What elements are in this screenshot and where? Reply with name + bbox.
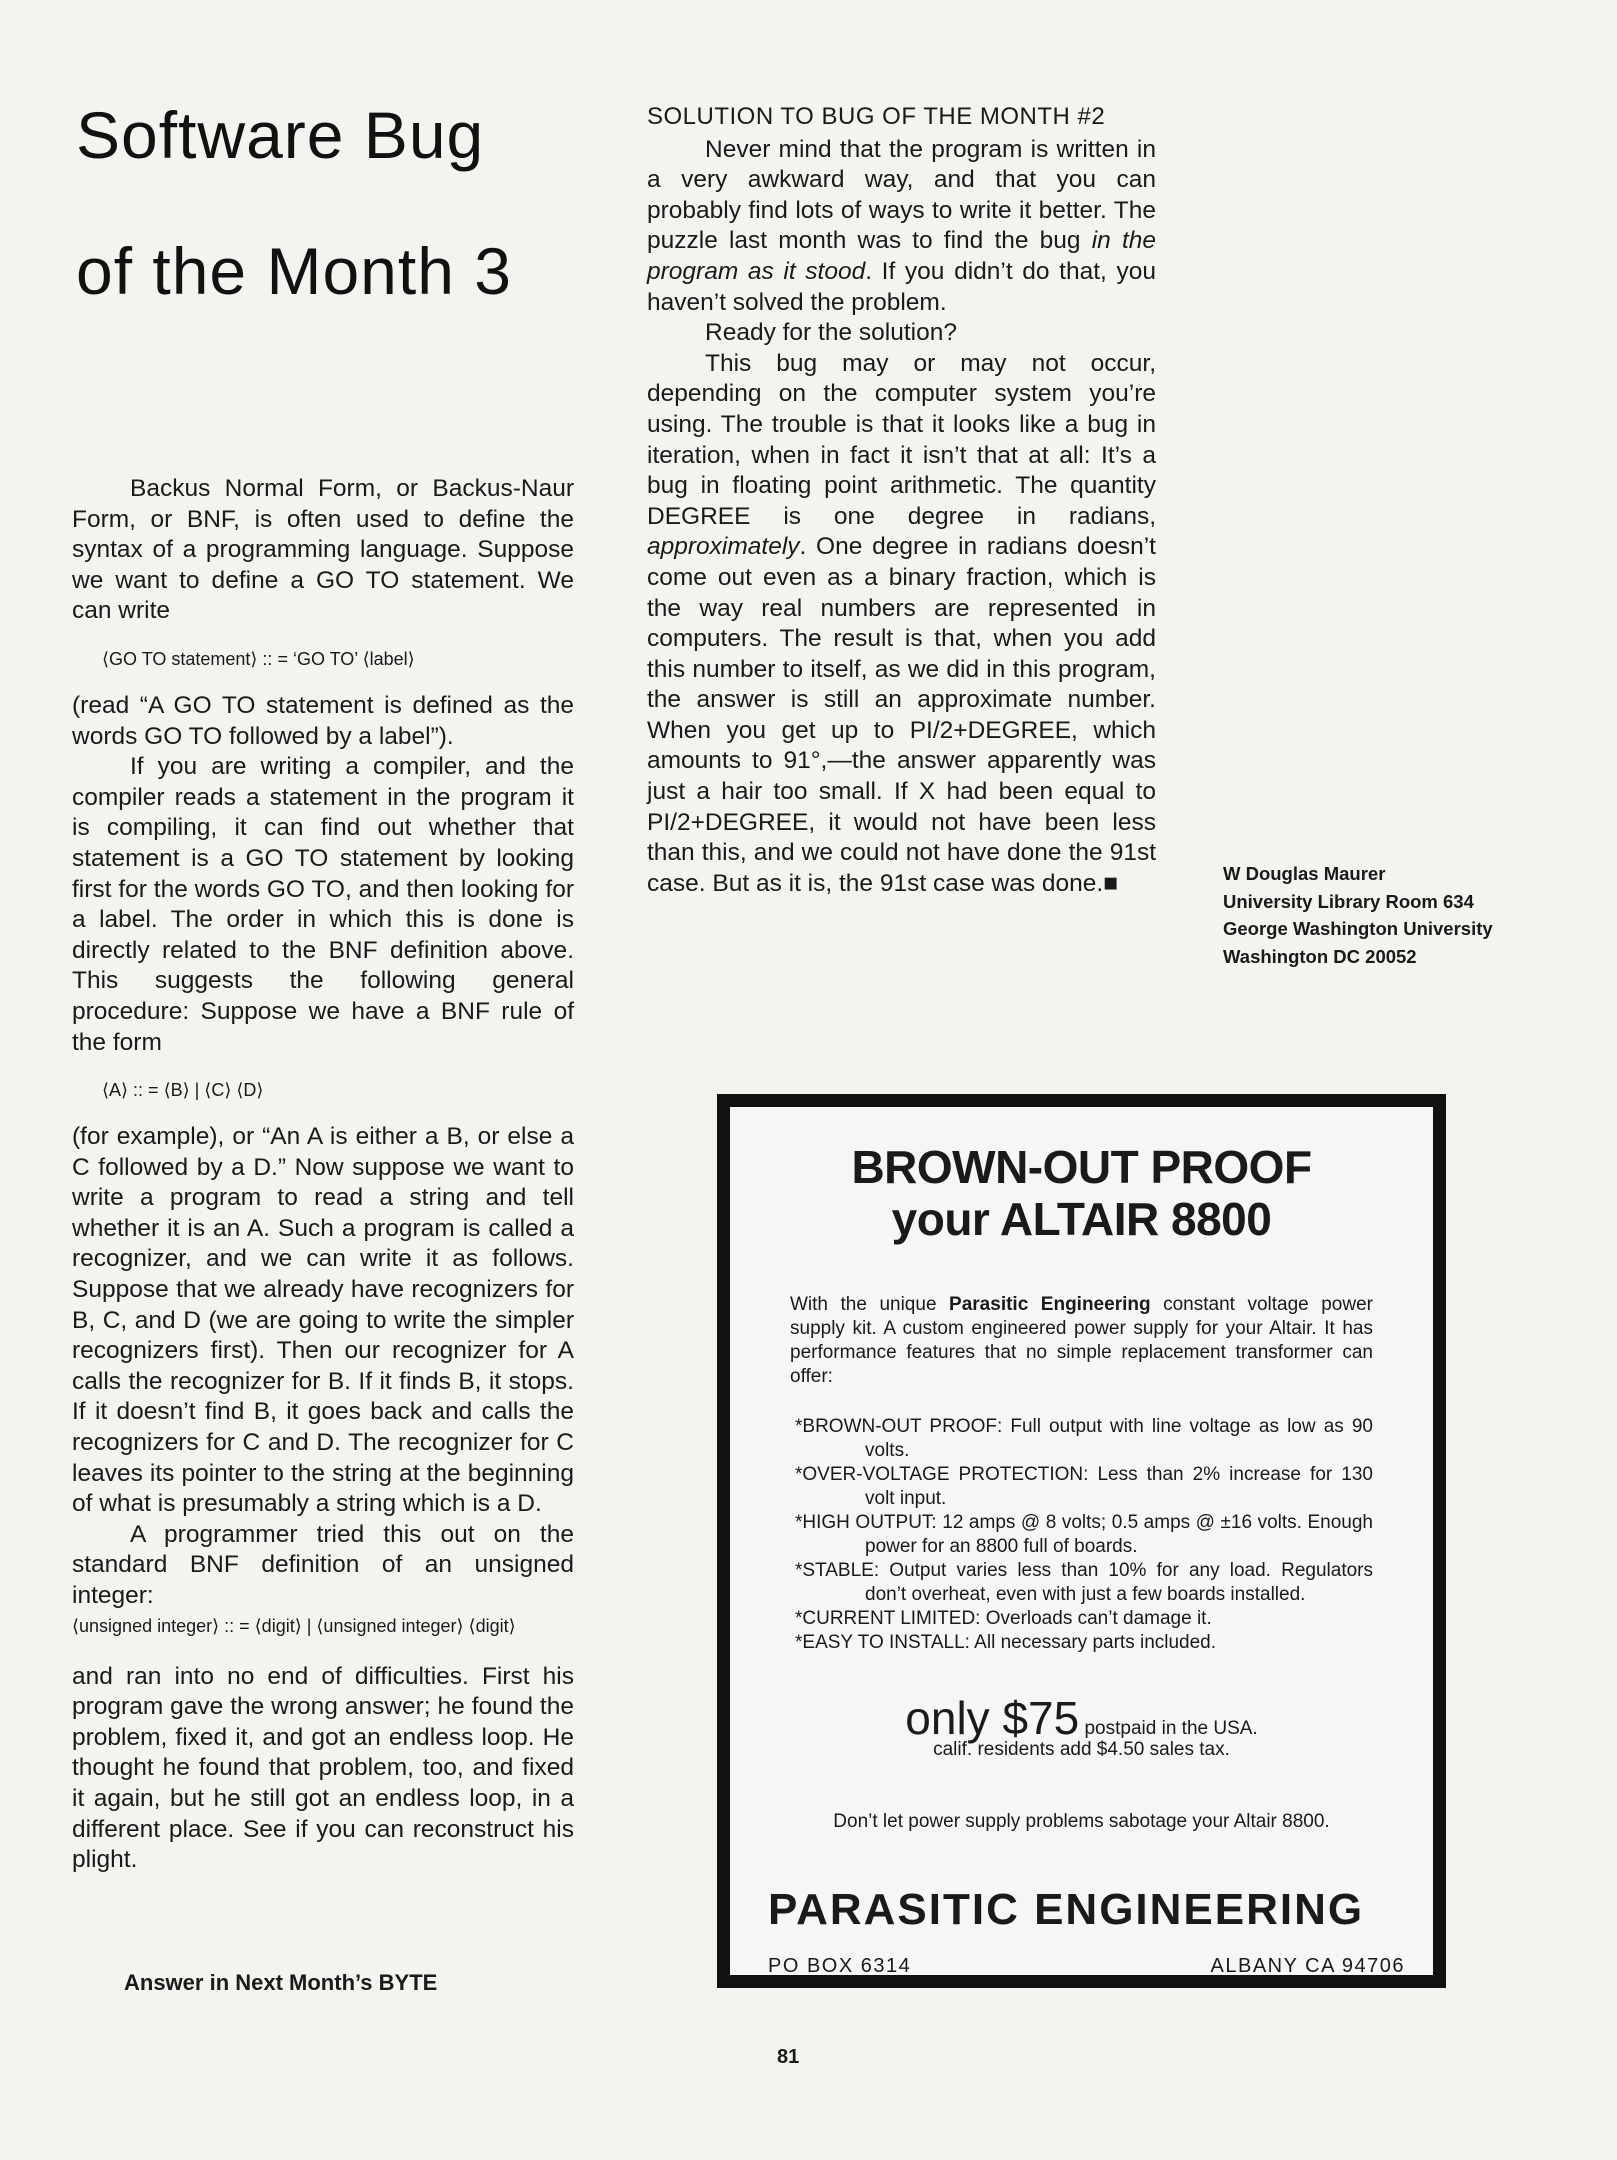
italic-text: approximately	[647, 533, 800, 561]
text: constant voltage power supply kit. A custom engineered power supply for your Altair. It has performance features that no simple replacement transformer can offer:	[790, 1294, 1373, 1387]
article-title-line2: of the Month 3	[76, 234, 512, 308]
company-name: PARASITIC ENGINEERING	[768, 1885, 1365, 1934]
advertisement	[717, 1094, 1446, 1988]
city: ALBANY CA 94706	[1210, 1955, 1405, 1977]
text: . One degree in radians doesn’t come out even as a binary fraction, which is the way real numbers are represented in computers. The result is that, when you add this number to itself, as we did in this program, the answer is still an approximate number. When you get up to PI/2+DEGREE, which amounts to 91°,—the answer apparently was just a hair too small. If X had been equal to PI/2+DEGREE, it would not have been less than this, and we could not have done the 91st case. But as it is, the 91st case was done.	[647, 533, 1156, 897]
text: . If you didn’t do that, you haven’t solved the problem.	[647, 257, 1156, 316]
tax-amount: $4.50	[1096, 1739, 1145, 1760]
ad-headline-line2: your ALTAIR 8800	[891, 1193, 1272, 1245]
author-name: W Douglas Maurer	[1223, 863, 1386, 884]
paragraph: A programmer tried this out on the standard BNF definition of an unsigned integer:	[72, 1520, 574, 1609]
paragraph	[647, 349, 1156, 900]
left-column	[72, 474, 574, 1876]
company-address	[768, 1955, 1405, 1978]
text: With the unique	[790, 1294, 950, 1315]
tax-note	[730, 1739, 1433, 1761]
bnf-rule: ⟨A⟩ :: = ⟨B⟩ | ⟨C⟩ ⟨D⟩	[102, 1080, 264, 1101]
paragraph	[647, 135, 1156, 319]
text: This bug may or may not occur, depending on the computer system you’re using. The trouble is that it looks like a bug in iteration, when in fact it isn’t that at all: It’s a bug in floating point arithmetic. The quantity DEGREE is one degree in radians,	[647, 349, 1156, 530]
price-line	[730, 1691, 1433, 1745]
paragraph: (read “A GO TO statement is defined as the words GO TO followed by a label”).	[72, 691, 574, 750]
paragraph: If you are writing a compiler, and the compiler reads a statement in the program it is compiling, it can find out whether that statement is a GO TO statement by looking first for the words GO TO, and then looking for a label. The order in which this is done is directly related to the BNF definition above. This suggests the following general procedure: Suppose we have a BNF rule of the form	[72, 753, 574, 1056]
po-box: PO BOX 6314	[768, 1955, 912, 1977]
paragraph: and ran into no end of difficulties. First his program gave the wrong answer; he found the problem, fixed it, and got an endless loop. He thought he found that problem, too, and fixed it again, but he still got an endless loop, in a different place. See if you can reconstruct his plight.	[72, 1662, 574, 1874]
article-title-line1: Software Bug	[76, 98, 485, 172]
right-column	[647, 102, 1156, 899]
bnf-rule: ⟨unsigned integer⟩ :: = ⟨digit⟩ | ⟨unsigned integer⟩ ⟨digit⟩	[72, 1615, 516, 1636]
feature-item: *CURRENT LIMITED: Overloads can’t damage it.	[795, 1608, 1212, 1629]
ad-tagline: Don’t let power supply problems sabotage your Altair 8800.	[833, 1811, 1330, 1832]
answer-next-month: Answer in Next Month’s BYTE	[124, 1970, 438, 1995]
text: calif. residents add	[933, 1739, 1097, 1760]
author-address: George Washington University	[1223, 918, 1493, 939]
author-address: Washington DC 20052	[1223, 945, 1417, 967]
text: sales tax.	[1144, 1739, 1230, 1760]
bnf-rule: ⟨GO TO statement⟩ :: = ‘GO TO’ ⟨label⟩	[102, 648, 415, 669]
feature-item: *EASY TO INSTALL: All necessary parts included.	[795, 1632, 1217, 1653]
author-address: University Library Room 634	[1223, 890, 1474, 912]
solution-heading: SOLUTION TO BUG OF THE MONTH #2	[647, 103, 1106, 130]
feature-item: *OVER-VOLTAGE PROTECTION: Less than 2% increase for 130 volt input.	[795, 1464, 1373, 1509]
paragraph: Backus Normal Form, or Backus-Naur Form, or BNF, is often used to define the syntax of a programming language. Suppose we want to define a GO TO statement. We can write	[72, 475, 574, 625]
ad-headline	[730, 1107, 1433, 1245]
page-number: 81	[777, 2046, 800, 2068]
feature-item: *STABLE: Output varies less than 10% for any load. Regulators don’t overheat, even with just a few boards installed.	[795, 1560, 1373, 1605]
text: only	[905, 1692, 1003, 1744]
feature-list	[790, 1415, 1373, 1655]
text: Never mind that the program is written in a very awkward way, and that you can probably find lots of ways to write it better. The puzzle last month was to find the bug	[647, 135, 1156, 255]
feature-item: *HIGH OUTPUT: 12 amps @ 8 volts; 0.5 amps @ ±16 volts. Enough power for an 8800 full of boards.	[795, 1512, 1373, 1557]
text: postpaid in the USA.	[1079, 1718, 1258, 1739]
brand-name: Parasitic Engineering	[949, 1294, 1151, 1315]
italic-text: in the program as it stood	[647, 227, 1157, 285]
author-block	[1223, 860, 1493, 970]
ad-headline-line1: BROWN-OUT PROOF	[851, 1141, 1312, 1193]
ad-intro	[790, 1293, 1373, 1389]
price: $75	[1002, 1692, 1080, 1744]
end-mark-icon: ■	[1103, 869, 1119, 897]
paragraph: Ready for the solution?	[705, 319, 957, 347]
feature-item: *BROWN-OUT PROOF: Full output with line voltage as low as 90 volts.	[795, 1416, 1373, 1461]
paragraph: (for example), or “An A is either a B, or else a C followed by a D.” Now suppose we want to write a program to read a string and tell whether it is an A. Such a program is called a recognizer, and we can write it as follows. Suppose that we already have recognizers for B, C, and D (we are going to write the simpler recognizers first). Then our recognizer for A calls the recognizer for B. If it finds B, it stops. If it doesn’t find B, it goes back and calls the recognizers for C and D. The recognizer for C leaves its pointer to the string at the beginning of what is presumably a string which is a D.	[72, 1123, 574, 1518]
